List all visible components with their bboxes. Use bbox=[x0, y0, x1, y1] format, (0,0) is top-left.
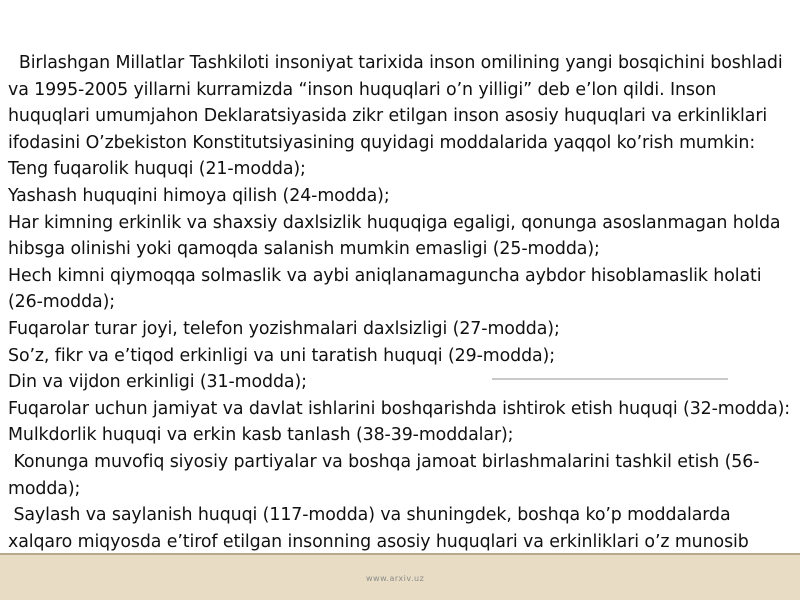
decorative-divider bbox=[492, 378, 728, 380]
list-item: Fuqarolar turar joyi, telefon yozishmalari daxlsizligi (27-modda); bbox=[8, 318, 560, 339]
list-item: Saylash va saylanish huquqi (117-modda) va shuningdek, boshqa ko’p moddalarda xalqaro miqyosda e’tirof etilgan insonning asosiy huquqlari va erkinliklari o’z munosib bbox=[8, 505, 749, 552]
list-item: Teng fuqarolik huquqi (21-modda); bbox=[8, 159, 306, 180]
watermark-text: www.arxiv.uz bbox=[366, 574, 425, 583]
list-item: Konunga muvofiq siyosiy partiyalar va boshqa jamoat birlashmalarini tashkil etish (56-modda); bbox=[8, 451, 760, 499]
list-item: Din va vijdon erkinligi (31-modda); bbox=[8, 372, 307, 393]
list-item: Hech kimni qiymoqqa solmaslik va aybi aniqlanamaguncha aybdor hisoblamaslik holati (26-modda); bbox=[8, 265, 762, 313]
list-item: Fuqarolar uchun jamiyat va davlat ishlarini boshqarishda ishtirok etish huquqi (32-modda): bbox=[8, 398, 791, 419]
list-item: Har kimning erkinlik va shaxsiy daxlsizlik huquqiga egaligi, qonunga asoslanmagan holda hibsga olinishi yoki qamoqda salanish mumkin emasligi (25-modda); bbox=[8, 212, 781, 260]
slide-body bbox=[8, 50, 794, 555]
list-item: Mulkdorlik huquqi va erkin kasb tanlash (38-39-moddalar); bbox=[8, 425, 514, 446]
list-item: Yashash huquqini himoya qilish (24-modda); bbox=[8, 185, 390, 206]
list-item: So’z, fikr va e’tiqod erkinligi va uni taratish huquqi (29-modda); bbox=[8, 345, 556, 366]
intro-paragraph: Birlashgan Millatlar Tashkiloti insoniyat tarixida inson omilining yangi bosqichini boshladi va 1995-2005 yillarni kurramizda “inson huquqlari o’n yilligi” deb e’lon qildi. Inson huquqlari umumjahon Deklaratsiyasida zikr etilgan inson asosiy huquqlari va erkinliklari ifodasini O’zbekiston Konstitutsiyasining quyidagi moddalarida yaqqol ko’rish mumkin: bbox=[8, 53, 789, 153]
